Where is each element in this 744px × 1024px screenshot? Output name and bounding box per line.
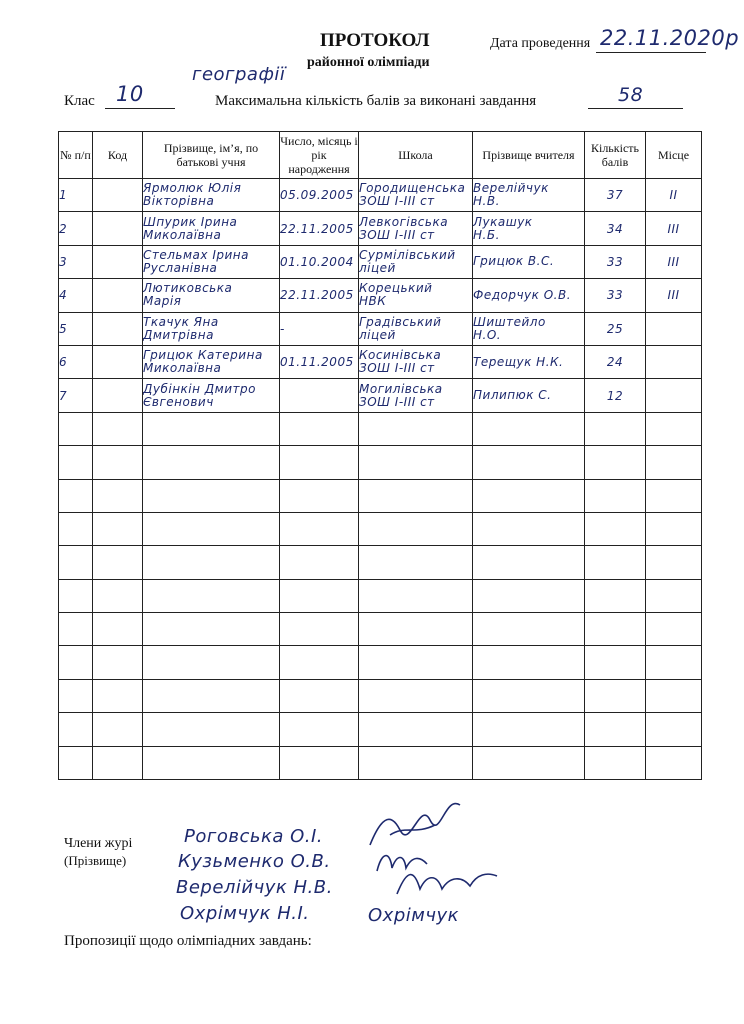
cell-school-text: Сурмілівський xyxy=(359,247,456,262)
class-underline xyxy=(105,108,175,109)
cell-score-text: 37 xyxy=(606,188,624,203)
cell-name-text: Миколаївна xyxy=(143,227,222,242)
empty-cell xyxy=(585,579,646,612)
empty-cell xyxy=(473,613,585,646)
empty-cell xyxy=(359,479,473,512)
cell-birth-text: 22.11.2005 xyxy=(280,288,354,303)
empty-cell xyxy=(59,546,93,579)
cell-name-text: Стельмах Ірина xyxy=(143,247,249,262)
empty-cell xyxy=(585,613,646,646)
empty-cell xyxy=(646,512,702,545)
cell-birth xyxy=(280,345,359,378)
jury-member-2: Кузьменко О.В. xyxy=(178,851,331,872)
cell-num-text: 5 xyxy=(59,321,68,336)
cell-name-text: Ткачук Яна xyxy=(143,314,219,329)
empty-cell xyxy=(280,479,359,512)
table-row xyxy=(59,245,702,278)
empty-cell xyxy=(359,679,473,712)
cell-teacher xyxy=(473,312,585,345)
cell-num-text: 6 xyxy=(59,355,68,370)
empty-cell xyxy=(59,446,93,479)
empty-cell xyxy=(585,546,646,579)
col-header-place: Місце xyxy=(646,132,702,179)
cell-teacher xyxy=(473,279,585,312)
empty-cell xyxy=(473,546,585,579)
cell-birth xyxy=(280,312,359,345)
cell-num xyxy=(59,179,93,212)
proposals-label: Пропозиції щодо олімпіадних завдань: xyxy=(64,933,312,949)
cell-school xyxy=(359,245,473,278)
cell-score-text: 25 xyxy=(606,321,624,336)
empty-cell xyxy=(359,746,473,779)
empty-cell xyxy=(473,646,585,679)
empty-cell xyxy=(143,679,280,712)
empty-cell xyxy=(585,746,646,779)
cell-num-text: 4 xyxy=(59,288,68,303)
empty-cell xyxy=(646,479,702,512)
cell-school-text: ліцей xyxy=(359,327,396,342)
empty-cell xyxy=(143,412,280,445)
col-header-teacher: Прізвище вчителя xyxy=(473,132,585,179)
empty-cell xyxy=(473,446,585,479)
max-points-value: 58 xyxy=(618,84,644,106)
cell-place-text: ІІІ xyxy=(667,221,680,236)
cell-name-text: Вікторівна xyxy=(143,194,215,209)
cell-name xyxy=(143,245,280,278)
empty-cell xyxy=(359,713,473,746)
cell-school-text: ЗОШ І-ІІІ ст xyxy=(359,194,435,209)
cell-place xyxy=(646,245,702,278)
empty-cell xyxy=(59,479,93,512)
cell-teacher-text: Н.Б. xyxy=(473,227,500,242)
cell-code xyxy=(93,345,143,378)
empty-table-row xyxy=(59,613,702,646)
jury-member-4: Охрімчук Н.І. xyxy=(180,903,310,924)
subject-value: географії xyxy=(192,64,286,85)
table-row xyxy=(59,312,702,345)
empty-cell xyxy=(585,646,646,679)
cell-score xyxy=(585,345,646,378)
col-header-score: Кількість балів xyxy=(585,132,646,179)
jury-label: Члени журі xyxy=(64,836,133,851)
cell-name xyxy=(143,279,280,312)
cell-teacher xyxy=(473,212,585,245)
cell-code xyxy=(93,245,143,278)
cell-code xyxy=(93,379,143,412)
cell-school-text: Градівський xyxy=(359,314,442,329)
cell-birth-text: 01.11.2005 xyxy=(280,355,354,370)
cell-birth xyxy=(280,379,359,412)
date-label: Дата проведення xyxy=(490,36,591,51)
empty-cell xyxy=(473,579,585,612)
cell-name-text: Ярмолюк Юлія xyxy=(143,181,242,196)
empty-table-row xyxy=(59,446,702,479)
cell-place xyxy=(646,212,702,245)
cell-teacher xyxy=(473,379,585,412)
cell-score xyxy=(585,212,646,245)
empty-cell xyxy=(59,646,93,679)
jury-member-1: Роговська О.І. xyxy=(184,826,323,847)
jury-signature-3 xyxy=(392,864,502,900)
cell-code xyxy=(93,279,143,312)
cell-score xyxy=(585,245,646,278)
col-header-name: Прізвище, ім’я, по батькові учня xyxy=(143,132,280,179)
class-label: Клас xyxy=(64,93,95,109)
empty-cell xyxy=(359,512,473,545)
empty-cell xyxy=(280,546,359,579)
cell-school-text: ЗОШ І-ІІІ ст xyxy=(359,361,435,376)
cell-score-text: 34 xyxy=(606,221,624,236)
cell-school xyxy=(359,179,473,212)
empty-table-row xyxy=(59,412,702,445)
empty-table-row xyxy=(59,579,702,612)
empty-cell xyxy=(143,512,280,545)
empty-cell xyxy=(93,412,143,445)
col-header-code: Код xyxy=(93,132,143,179)
cell-teacher-text: Федорчук О.В. xyxy=(473,287,572,302)
cell-place-text: ІІ xyxy=(669,188,678,203)
empty-cell xyxy=(143,713,280,746)
empty-cell xyxy=(646,713,702,746)
empty-cell xyxy=(473,412,585,445)
col-header-school: Школа xyxy=(359,132,473,179)
cell-school xyxy=(359,279,473,312)
empty-cell xyxy=(280,613,359,646)
empty-cell xyxy=(473,512,585,545)
cell-name xyxy=(143,212,280,245)
cell-name-text: Лютиковська xyxy=(143,281,233,296)
cell-birth xyxy=(280,279,359,312)
cell-school xyxy=(359,379,473,412)
cell-name-text: Євгенович xyxy=(143,394,214,409)
table-row xyxy=(59,379,702,412)
cell-school xyxy=(359,345,473,378)
cell-teacher-text: Шиштейло xyxy=(473,314,546,329)
empty-cell xyxy=(93,746,143,779)
cell-birth xyxy=(280,212,359,245)
empty-cell xyxy=(93,512,143,545)
cell-place xyxy=(646,179,702,212)
protocol-title: ПРОТОКОЛ xyxy=(320,30,430,51)
cell-num xyxy=(59,379,93,412)
table-header-row xyxy=(59,132,702,179)
empty-cell xyxy=(473,746,585,779)
date-value: 22.11.2020р xyxy=(600,26,740,50)
empty-table-row xyxy=(59,746,702,779)
empty-cell xyxy=(359,546,473,579)
cell-name-text: Дмитрівна xyxy=(143,327,214,342)
table-row xyxy=(59,212,702,245)
cell-name-text: Миколаївна xyxy=(143,361,222,376)
empty-cell xyxy=(585,412,646,445)
cell-school-text: ЗОШ І-ІІІ ст xyxy=(359,227,435,242)
empty-cell xyxy=(280,412,359,445)
empty-cell xyxy=(280,646,359,679)
empty-cell xyxy=(143,646,280,679)
empty-cell xyxy=(646,613,702,646)
empty-cell xyxy=(143,546,280,579)
cell-place-text: ІІІ xyxy=(667,288,680,303)
cell-birth-text: 01.10.2004 xyxy=(280,254,354,269)
empty-cell xyxy=(359,446,473,479)
empty-table-row xyxy=(59,713,702,746)
empty-cell xyxy=(646,679,702,712)
empty-cell xyxy=(585,713,646,746)
cell-school-text: Косинівська xyxy=(359,348,442,363)
empty-cell xyxy=(646,746,702,779)
empty-cell xyxy=(585,512,646,545)
empty-table-row xyxy=(59,646,702,679)
empty-cell xyxy=(280,679,359,712)
empty-cell xyxy=(59,613,93,646)
empty-cell xyxy=(59,679,93,712)
cell-score xyxy=(585,379,646,412)
cell-school-text: ЗОШ І-ІІІ ст xyxy=(359,394,435,409)
empty-cell xyxy=(646,646,702,679)
cell-birth-text: - xyxy=(280,321,285,336)
cell-school-text: ліцей xyxy=(359,260,396,275)
empty-table-row xyxy=(59,512,702,545)
empty-cell xyxy=(646,446,702,479)
cell-name xyxy=(143,345,280,378)
empty-cell xyxy=(473,679,585,712)
date-underline xyxy=(596,52,706,53)
cell-code xyxy=(93,212,143,245)
empty-cell xyxy=(646,579,702,612)
empty-cell xyxy=(93,579,143,612)
cell-school-text: Левкогівська xyxy=(359,214,449,229)
empty-cell xyxy=(59,713,93,746)
empty-cell xyxy=(280,512,359,545)
cell-school-text: Корецький xyxy=(359,281,433,296)
cell-birth-text: 05.09.2005 xyxy=(280,188,354,203)
cell-name-text: Русланівна xyxy=(143,260,218,275)
empty-cell xyxy=(143,613,280,646)
cell-birth xyxy=(280,245,359,278)
cell-birth-text: 22.11.2005 xyxy=(280,221,354,236)
jury-signature-4-text: Охрімчук xyxy=(368,905,459,926)
cell-score-text: 33 xyxy=(606,288,624,303)
cell-teacher-text: Терещук Н.К. xyxy=(473,354,564,369)
cell-place-text: ІІІ xyxy=(667,254,680,269)
table-row xyxy=(59,279,702,312)
col-header-birth: Число, місяць і рік народження xyxy=(280,132,359,179)
empty-cell xyxy=(59,579,93,612)
cell-code xyxy=(93,179,143,212)
cell-name-text: Марія xyxy=(143,294,182,309)
cell-num xyxy=(59,279,93,312)
empty-cell xyxy=(585,679,646,712)
empty-cell xyxy=(473,479,585,512)
empty-cell xyxy=(143,746,280,779)
col-header-num: № п/п xyxy=(59,132,93,179)
empty-cell xyxy=(93,713,143,746)
empty-cell xyxy=(359,613,473,646)
cell-name-text: Дубінкін Дмитро xyxy=(143,381,256,396)
max-points-underline xyxy=(588,108,683,109)
empty-cell xyxy=(280,579,359,612)
cell-school-text: Могилівська xyxy=(359,381,443,396)
empty-cell xyxy=(143,579,280,612)
cell-name xyxy=(143,312,280,345)
empty-cell xyxy=(280,746,359,779)
empty-cell xyxy=(359,412,473,445)
cell-score-text: 33 xyxy=(606,254,624,269)
empty-cell xyxy=(93,446,143,479)
cell-teacher-text: Верелійчук xyxy=(473,181,549,196)
empty-cell xyxy=(585,446,646,479)
empty-cell xyxy=(359,646,473,679)
jury-sublabel: (Прізвище) xyxy=(64,853,127,868)
cell-teacher-text: Н.О. xyxy=(473,327,502,342)
empty-cell xyxy=(93,613,143,646)
empty-cell xyxy=(93,546,143,579)
cell-teacher-text: Пилипюк С. xyxy=(473,388,552,403)
class-value: 10 xyxy=(116,82,144,106)
cell-teacher-text: Лукашук xyxy=(473,214,533,229)
cell-teacher-text: Н.В. xyxy=(473,194,500,209)
cell-name-text: Шпурик Ірина xyxy=(143,214,238,229)
cell-birth xyxy=(280,179,359,212)
empty-cell xyxy=(93,479,143,512)
empty-cell xyxy=(646,546,702,579)
cell-place xyxy=(646,312,702,345)
cell-place xyxy=(646,345,702,378)
empty-cell xyxy=(59,512,93,545)
cell-teacher xyxy=(473,245,585,278)
cell-num xyxy=(59,245,93,278)
cell-score-text: 12 xyxy=(606,388,624,403)
cell-num-text: 2 xyxy=(59,221,68,236)
cell-score xyxy=(585,179,646,212)
cell-num xyxy=(59,312,93,345)
empty-cell xyxy=(143,446,280,479)
cell-teacher-text: Грицюк В.С. xyxy=(473,254,555,269)
empty-cell xyxy=(280,713,359,746)
jury-member-3: Верелійчук Н.В. xyxy=(176,877,333,898)
cell-name xyxy=(143,379,280,412)
empty-cell xyxy=(59,412,93,445)
empty-table-row xyxy=(59,546,702,579)
cell-name xyxy=(143,179,280,212)
cell-num xyxy=(59,212,93,245)
cell-school-text: Городищенська xyxy=(359,181,466,196)
cell-teacher xyxy=(473,179,585,212)
jury-signature-1 xyxy=(360,790,470,850)
empty-table-row xyxy=(59,479,702,512)
cell-place xyxy=(646,379,702,412)
cell-score-text: 24 xyxy=(606,355,624,370)
table-row xyxy=(59,179,702,212)
cell-school xyxy=(359,312,473,345)
empty-cell xyxy=(646,412,702,445)
cell-num-text: 7 xyxy=(59,388,68,403)
results-table xyxy=(58,131,702,780)
cell-name-text: Грицюк Катерина xyxy=(143,348,263,363)
cell-num-text: 3 xyxy=(59,254,68,269)
cell-num xyxy=(59,345,93,378)
table-row xyxy=(59,345,702,378)
cell-school-text: НВК xyxy=(359,294,387,309)
empty-cell xyxy=(473,713,585,746)
empty-cell xyxy=(93,679,143,712)
empty-cell xyxy=(280,446,359,479)
empty-cell xyxy=(59,746,93,779)
max-points-label: Максимальна кількість балів за виконані завдання xyxy=(215,93,537,109)
cell-teacher xyxy=(473,345,585,378)
cell-place xyxy=(646,279,702,312)
cell-score xyxy=(585,312,646,345)
empty-cell xyxy=(359,579,473,612)
cell-score xyxy=(585,279,646,312)
cell-school xyxy=(359,212,473,245)
empty-cell xyxy=(585,479,646,512)
cell-code xyxy=(93,312,143,345)
cell-num-text: 1 xyxy=(59,188,68,203)
empty-cell xyxy=(93,646,143,679)
table-body xyxy=(59,179,702,780)
empty-cell xyxy=(143,479,280,512)
empty-table-row xyxy=(59,679,702,712)
olympiad-subtitle: районної олімпіади xyxy=(307,55,430,70)
